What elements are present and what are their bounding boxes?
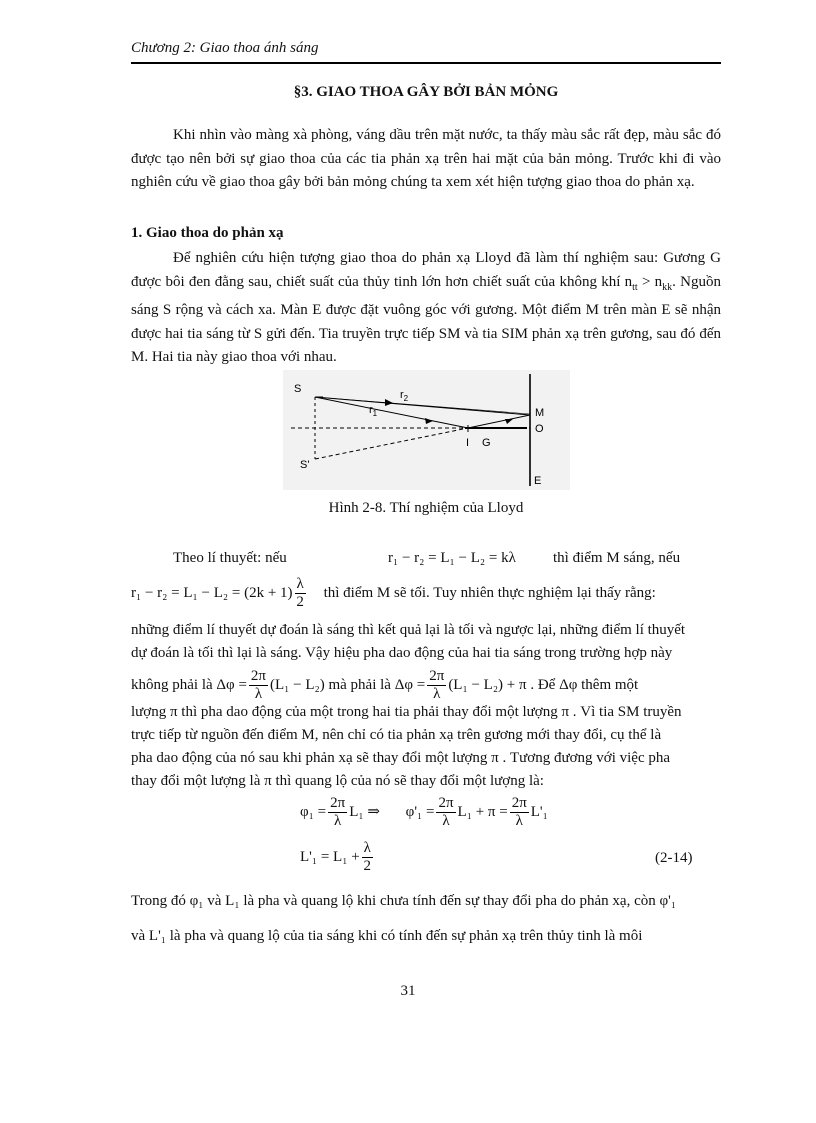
- fraction-den: λ: [254, 686, 263, 702]
- closing-line-2: và L'₁ là pha và quang lộ của tia sáng khi có tính đến sự phản xạ trên thủy tinh là môi: [131, 928, 643, 944]
- label-s: S: [294, 383, 302, 395]
- theory-text-5c: (L₁ − L₂) + π . Để Δφ thêm một: [448, 676, 639, 693]
- reflected-ray: [468, 415, 530, 428]
- fraction-num: λ: [363, 840, 371, 856]
- eq2-fraction: [362, 840, 373, 875]
- label-m: M: [535, 407, 545, 419]
- fraction-num: 2π: [511, 795, 527, 811]
- fraction-num: 2π: [250, 668, 266, 684]
- running-header: Chương 2: Giao thoa ánh sáng: [131, 40, 319, 56]
- lloyd-text-b: . Nguồn sáng S rộng và cách xa. Màn E được đặt vuông góc với gương. Một điểm M trên màn E sẽ nhận được hai tia sáng từ S gửi đến. Tia truyền trực tiếp SM và tia SIM phản xạ trên gương, sau đó đến M. Hai tia này giao thoa với nhau.: [131, 273, 722, 365]
- label-i: I: [466, 437, 470, 449]
- label-r2: $r_2$: [400, 389, 409, 403]
- theory-line-5: [131, 668, 721, 703]
- theory-eq-2: r₁ − r₂ = L₁ − L₂ = (2k + 1): [131, 584, 293, 601]
- equation-number: (2-14): [655, 850, 693, 866]
- lloyd-diagram: [283, 370, 570, 490]
- eq2-lhs: L'₁ = L₁ +: [300, 848, 360, 865]
- fraction-num: 2π: [330, 795, 346, 811]
- fraction-den: 2: [363, 858, 372, 874]
- subsection-heading: 1. Giao thoa do phản xạ: [131, 225, 284, 241]
- n-tt-subscript: tt: [632, 281, 638, 293]
- arrow-reflected: [505, 419, 513, 424]
- gt-sign: > n: [637, 273, 663, 290]
- label-r1: $r_1$: [369, 404, 378, 418]
- lloyd-text-a: Để nghiên cứu hiện tượng giao thoa do phản xạ Lloyd đã làm thí nghiệm sau: Gương G được bôi đen đằng sau, chiết suất của thủy tinh lớn hơn chiết suất của không khí n: [131, 250, 721, 290]
- closing-line-1: Trong đó φ₁ và L₁ là pha và quang lộ khi chưa tính đến sự thay đổi pha do phản xạ, còn φ'₁: [131, 893, 677, 909]
- fraction-den: 2: [296, 594, 304, 610]
- arrow-incident: [425, 418, 433, 424]
- theory-line-4: dự đoán là tối thì lại là sáng. Vậy hiệu pha dao động của hai tia sáng trong trường hợp này: [131, 645, 673, 661]
- fraction-den: λ: [515, 813, 523, 829]
- arrow-direct: [385, 399, 393, 406]
- fraction-num: 2π: [429, 668, 445, 684]
- n-kk-subscript: kk: [662, 281, 673, 293]
- fraction-den: λ: [433, 686, 441, 702]
- theory-text-1a: Theo lí thuyết: nếu: [173, 550, 287, 566]
- intro-paragraph: Khi nhìn vào màng xà phòng, váng dầu trên mặt nước, ta thấy màu sắc rất đẹp, màu sắc đó được tạo nên bởi sự giao thoa của các tia phản xạ trên hai mặt của bản mỏng. Trước khi đi vào nghiên cứu về giao thoa gây bởi bản mỏng chúng ta xem xét hiện tượng giao thoa do phản xạ.: [131, 127, 721, 190]
- eq1-phi1: φ₁ =: [300, 803, 327, 820]
- image-ray: [315, 428, 468, 459]
- lloyd-paragraph: [131, 247, 721, 370]
- theory-text-1b: thì điểm M sáng, nếu: [553, 550, 681, 566]
- label-g: G: [482, 437, 491, 449]
- label-s-prime: S': [300, 459, 310, 471]
- eq1-phi1-prime: φ'₁ =: [405, 803, 435, 820]
- theory-line-7: trực tiếp từ nguồn đến điểm M, nên chỉ có tia phản xạ trên gương mới thay đổi, cụ thể là: [131, 727, 662, 743]
- page-number: 31: [400, 983, 416, 999]
- fraction-num: λ: [296, 576, 304, 592]
- equation-phase: [300, 795, 548, 830]
- theory-line-6: lượng π thì pha dao động của một trong hai tia phải thay đổi một lượng π . Vì tia SM truyền: [131, 704, 682, 720]
- eq1-l1-prime: L'₁: [530, 803, 548, 820]
- eq1-l1-implies: L₁ ⇒: [349, 803, 380, 820]
- eq1-fraction-2: [436, 795, 455, 830]
- theory-text-2b: thì điểm M sẽ tối. Tuy nhiên thực nghiệm lại thấy rằng:: [323, 584, 656, 601]
- figure-caption: Hình 2-8. Thí nghiệm của Lloyd: [328, 500, 524, 516]
- eq1-fraction-1: [328, 795, 347, 830]
- incident-ray: [315, 397, 468, 428]
- label-o: O: [535, 423, 544, 435]
- theory-text-5b: (L₁ − L₂) mà phải là Δφ =: [270, 676, 426, 693]
- theory-line-8: pha dao động của nó sau khi phản xạ sẽ thay đổi một lượng π . Tương đương với việc pha: [131, 750, 671, 766]
- lloyd-experiment-figure: [283, 370, 570, 490]
- theory-text-5a: không phải là Δφ =: [131, 676, 247, 693]
- theory-line-2: [131, 576, 721, 611]
- fraction-den: λ: [442, 813, 450, 829]
- theory-line-3: những điểm lí thuyết dự đoán là sáng thì kết quả lại là tối và ngược lại, những điểm lí thuyết: [131, 622, 686, 638]
- equation-optical-path: [300, 840, 375, 875]
- section-title: §3. GIAO THOA GÂY BỞI BẢN MỎNG: [293, 84, 559, 100]
- fraction-den: λ: [334, 813, 342, 829]
- theory-eq-1: r₁ − r₂ = L₁ − L₂ = kλ: [388, 550, 516, 566]
- theory-line-1: [131, 550, 721, 567]
- header-rule: [131, 62, 721, 64]
- eq1-l1-plus-pi: L₁ + π =: [457, 803, 508, 820]
- eq1-fraction-3: [510, 795, 529, 830]
- theory-line-9: thay đổi một lượng là π thì quang lộ của nó sẽ thay đổi một lượng là:: [131, 773, 544, 789]
- lambda-half-fraction: [295, 576, 306, 611]
- r2-ray: [315, 397, 530, 414]
- two-pi-over-lambda-2: [427, 668, 446, 703]
- fraction-num: 2π: [438, 795, 454, 811]
- label-e: E: [534, 475, 542, 487]
- two-pi-over-lambda-1: [249, 668, 268, 703]
